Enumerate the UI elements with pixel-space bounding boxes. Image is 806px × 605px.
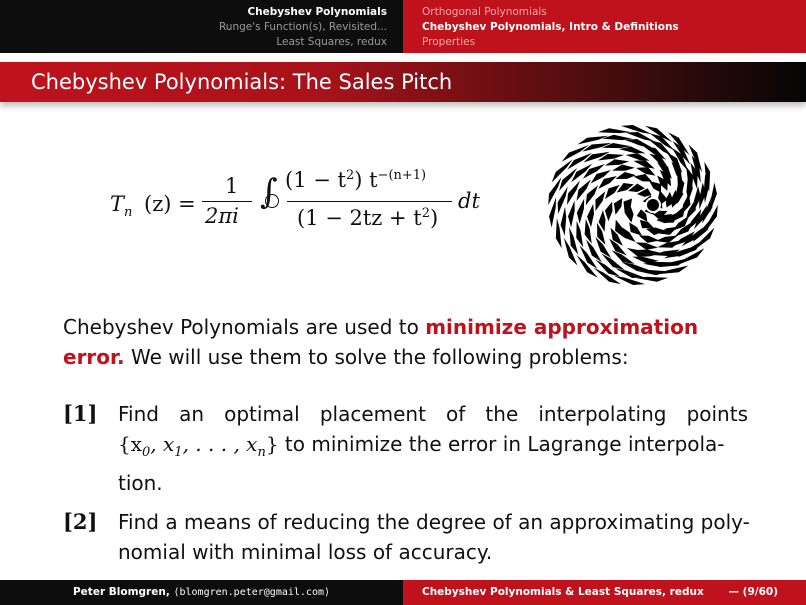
formula-lhs-argument: (z) = (144, 192, 196, 216)
formula-numerator (285, 168, 426, 192)
nav-subsection-orthogonal[interactable]: Orthogonal Polynomials (422, 6, 547, 18)
footer-page-number: — (9/60) (728, 586, 778, 598)
numerator-exponent: 2 (345, 168, 355, 183)
intro-text-start: Chebyshev Polynomials are used to (63, 315, 426, 339)
item-2-text (118, 507, 748, 567)
item-2-line-1: Find a means of reducing the degree of an approximating poly- (118, 510, 750, 534)
points-rest: , x (150, 432, 175, 456)
denominator-exponent: 2 (421, 206, 431, 221)
item-1-line-3: tion. (118, 471, 163, 495)
nav-section-runge[interactable]: Runge's Function(s), Revisited... (218, 21, 387, 33)
numerator-part-b: ) t (354, 168, 378, 192)
frame-title-bar (0, 62, 806, 102)
footer-author (0, 580, 403, 605)
numerator-part-a: (1 − t (285, 168, 346, 192)
points-open: {x (118, 432, 143, 456)
intro-paragraph (63, 312, 743, 372)
contour-integral-sign: ∫ (260, 172, 278, 212)
fraction2-bar (287, 201, 452, 202)
points-close: } (265, 432, 279, 456)
denominator-close: ) (430, 206, 439, 230)
frame-title: Chebyshev Polynomials: The Sales Pitch (31, 70, 453, 94)
denominator-main: (1 − 2tz + t (297, 206, 422, 230)
footer-title: Chebyshev Polynomials & Least Squares, redux (422, 586, 704, 598)
numerator-power: −(n+1) (377, 168, 427, 183)
item-1-line-2-rest: to minimize the error in Lagrange interpola- (278, 432, 725, 456)
intro-text-end: We will use them to solve the following problems: (124, 345, 629, 369)
points-sub-0: 0 (142, 445, 151, 460)
interpolation-points-set (118, 432, 279, 460)
item-2-line-2: nomial with minimal loss of accuracy. (118, 540, 493, 564)
formula-lhs-symbol: T (110, 192, 125, 216)
item-1-number: [1] (63, 401, 98, 426)
footer-author-name: Peter Blomgren, (72, 586, 174, 598)
fraction1-denominator: 2πi (205, 204, 239, 228)
footer-email: ⟨blomgren.peter@gmail.com⟩ (173, 587, 331, 598)
formula-lhs (110, 192, 132, 220)
item-1-line-2 (118, 429, 748, 468)
points-tail: , . . . , x (182, 432, 258, 456)
nav-section-chebyshev[interactable]: Chebyshev Polynomials (247, 6, 387, 18)
intro-highlight: minimize approximation error. (63, 315, 699, 369)
fraction1-numerator: 1 (225, 174, 239, 198)
nav-subsection-properties[interactable]: Properties (422, 36, 476, 48)
item-2-number: [2] (63, 509, 98, 534)
section-navigation (0, 0, 403, 53)
subsection-navigation (403, 0, 806, 53)
contour-circle (265, 194, 279, 208)
chebyshev-contour-integral-formula (110, 162, 490, 242)
footer-title-bar (403, 580, 806, 605)
top-navigation (0, 0, 806, 53)
points-sub-1: 1 (174, 445, 183, 460)
spiral-center (646, 198, 660, 212)
formula-differential: dt (458, 189, 480, 213)
chebyshev-spiral-illustration (545, 122, 721, 288)
formula-lhs-subscript: n (124, 205, 133, 221)
formula-denominator (297, 206, 438, 230)
item-1-text (118, 399, 748, 498)
item-1-line-1: Find an optimal placement of the interpolating points (118, 402, 748, 426)
footer (0, 580, 806, 605)
nav-section-least-squares[interactable]: Least Squares, redux (276, 36, 387, 48)
points-sub-n: n (257, 445, 266, 460)
nav-subsection-intro[interactable]: Chebyshev Polynomials, Intro & Definitions (422, 21, 679, 33)
fraction1-bar (202, 201, 252, 202)
